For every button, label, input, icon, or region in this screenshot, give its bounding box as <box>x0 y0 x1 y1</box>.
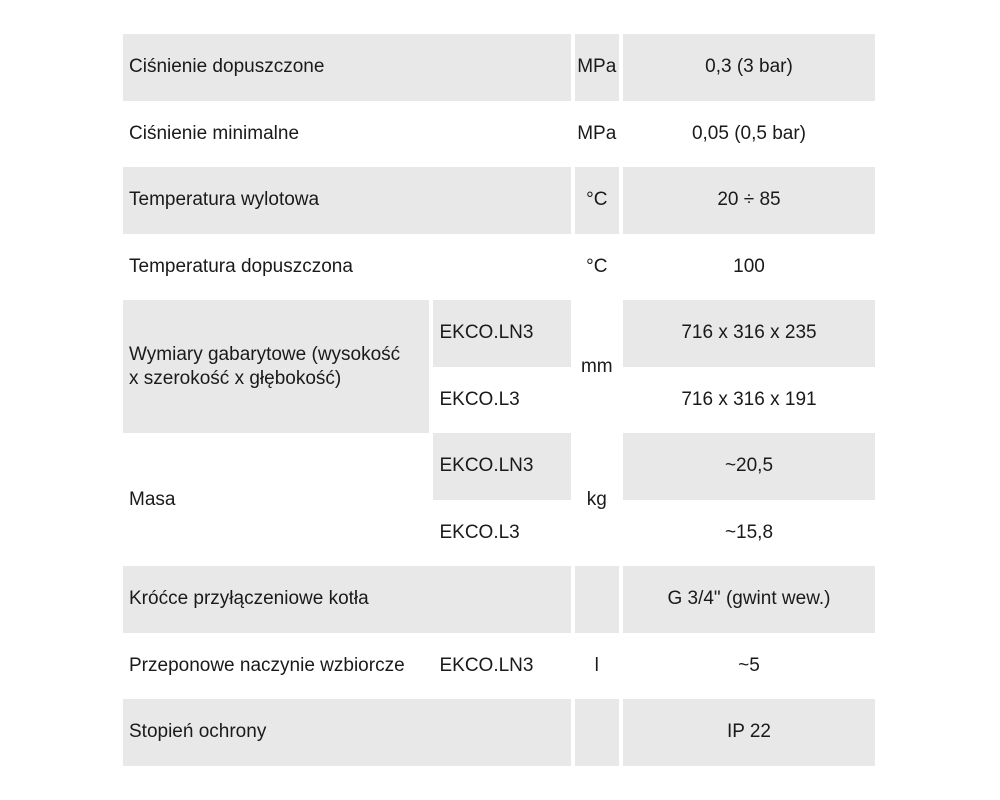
table-row <box>123 633 875 700</box>
model-cell: EKCO.LN3 <box>433 433 570 500</box>
unit-cell: °C <box>575 234 619 301</box>
unit-cell: l <box>575 633 619 700</box>
table-row <box>123 433 875 500</box>
table-row <box>123 300 875 367</box>
table-row <box>123 699 875 766</box>
param-name: Króćce przyłączeniowe kotła <box>123 566 571 633</box>
specification-table <box>119 34 879 766</box>
unit-cell <box>575 566 619 633</box>
value-cell: 716 x 316 x 191 <box>623 367 875 434</box>
table-row <box>123 167 875 234</box>
model-cell: EKCO.LN3 <box>433 300 570 367</box>
unit-cell: MPa <box>575 101 619 168</box>
value-cell: 0,05 (0,5 bar) <box>623 101 875 168</box>
value-cell: 100 <box>623 234 875 301</box>
param-name: Ciśnienie dopuszczone <box>123 34 571 101</box>
unit-cell: MPa <box>575 34 619 101</box>
value-cell: 716 x 316 x 235 <box>623 300 875 367</box>
value-cell: IP 22 <box>623 699 875 766</box>
value-cell: G 3/4" (gwint wew.) <box>623 566 875 633</box>
table-row <box>123 566 875 633</box>
param-name <box>123 300 429 433</box>
model-cell: EKCO.L3 <box>433 367 570 434</box>
param-name-line: x szerokość x głębokość) <box>129 367 342 389</box>
unit-cell: kg <box>575 433 619 566</box>
table-row <box>123 34 875 101</box>
value-cell: ~5 <box>623 633 875 700</box>
value-cell: 0,3 (3 bar) <box>623 34 875 101</box>
param-name: Temperatura wylotowa <box>123 167 571 234</box>
param-name: Masa <box>123 433 429 566</box>
value-cell: 20 ÷ 85 <box>623 167 875 234</box>
value-cell: ~20,5 <box>623 433 875 500</box>
unit-cell: °C <box>575 167 619 234</box>
param-name: Ciśnienie minimalne <box>123 101 571 168</box>
model-cell: EKCO.LN3 <box>433 633 570 700</box>
param-name-line: Wymiary gabarytowe (wysokość <box>129 343 401 365</box>
unit-cell <box>575 699 619 766</box>
table-row <box>123 234 875 301</box>
table-row <box>123 101 875 168</box>
param-name: Przeponowe naczynie wzbiorcze <box>123 633 429 700</box>
param-name: Stopień ochrony <box>123 699 571 766</box>
param-name: Temperatura dopuszczona <box>123 234 571 301</box>
model-cell: EKCO.L3 <box>433 500 570 567</box>
unit-cell: mm <box>575 300 619 433</box>
value-cell: ~15,8 <box>623 500 875 567</box>
